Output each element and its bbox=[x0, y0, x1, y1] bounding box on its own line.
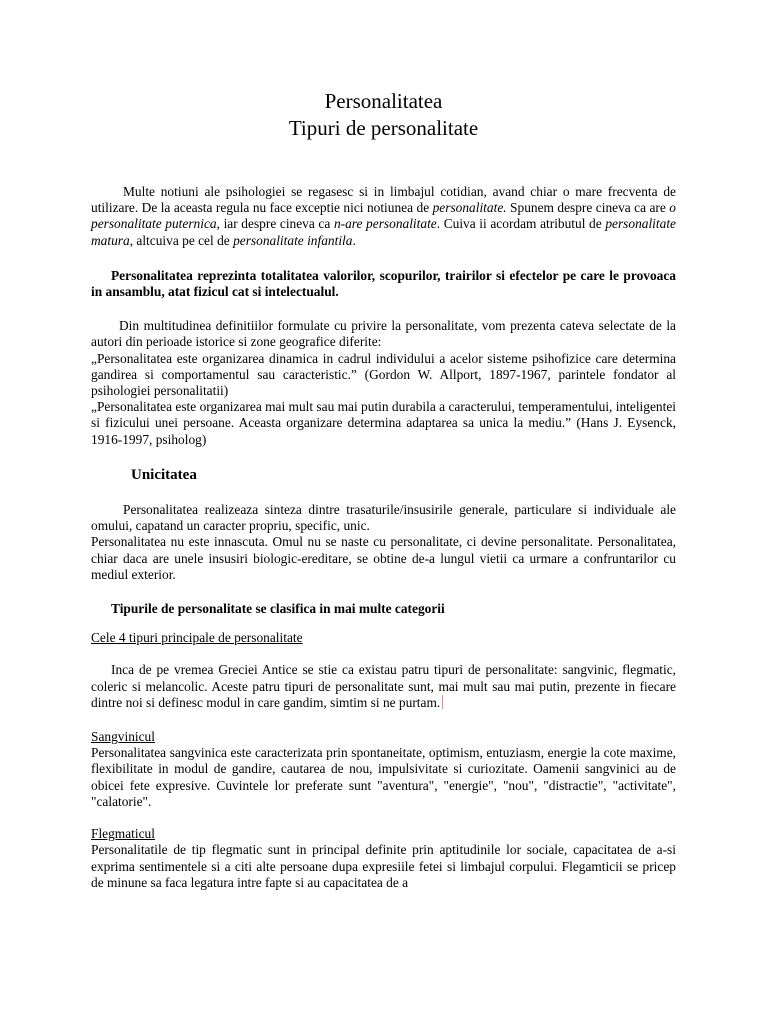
intro-text-4: . Cuiva ii acordam atributul de bbox=[436, 216, 606, 232]
definitions-intro: Din multitudinea definitiilor formulate cu privire la personalitate, vom prezenta cateva selectate de la autori din perioade istorice si zone geografice diferite: bbox=[91, 318, 676, 350]
quote-allport: „Personalitatea este organizarea dinamica in cadrul individului a acelor sisteme psihofizice care determina gandirea si comportamentul sau caracteristic.” (Gordon W. Allport, 1897-1967, parintele fondator al psihologiei personalitatii) bbox=[91, 350, 676, 399]
intro-italic-4: personalitate matura bbox=[91, 216, 676, 248]
document-body bbox=[91, 88, 676, 891]
patru-tipuri-text: Inca de pe vremea Greciei Antice se stie ca existau patru tipuri de personalitate: sangvinic, flegmatic, coleric si melancolic. Aceste patru tipuri de personalitate sunt, mai mult sau mai putin, prezente in fiecare dintre noi si definesc modul in care gandim, simtim si ne purtam. bbox=[91, 662, 676, 710]
unicitatea-paragraph-2: Personalitatea nu este innascuta. Omul nu se naste cu personalitate, ci devine personalitate. Personalitatea, chiar daca are unele insusiri biologic-ereditare, se obtine de-a lungul vietii ca urmare a confruntarilor cu mediul exterior. bbox=[91, 534, 676, 582]
flegmaticul-heading: Flegmaticul bbox=[91, 826, 155, 842]
categorii-heading: Tipurile de personalitate se clasifica in mai multe categorii bbox=[111, 601, 445, 617]
intro-italic-2: o personalitate puternica bbox=[91, 200, 676, 232]
title-line-1: Personalitatea bbox=[324, 89, 443, 113]
flegmaticul-paragraph: Personalitatile de tip flegmatic sunt in principal definite prin aptitudinile lor sociale, capacitatea de a-si exprima sentimentele si a citi alte persoane dupa expresiile fetei si limbajul corpului. Flegamticii se pricep de minune sa faca legatura intre fapte si au capacitatea de a bbox=[91, 842, 676, 890]
patru-tipuri-heading: Cele 4 tipuri principale de personalitate bbox=[91, 630, 303, 646]
patru-tipuri-paragraph bbox=[91, 662, 676, 711]
definition-paragraph: Personalitatea reprezinta totalitatea valorilor, scopurilor, trairilor si efectelor pe care le provoaca in ansamblu, atat fizicul cat si intelectualul. bbox=[91, 267, 676, 300]
intro-italic-3: n-are personalitate bbox=[333, 216, 437, 232]
page-title bbox=[91, 88, 676, 142]
intro-paragraph bbox=[91, 184, 676, 249]
unicitatea-paragraph-1: Personalitatea realizeaza sinteza dintre trasaturile/insusirile generale, particulare si individuale ale omului, capatand un caracter propriu, specific, unic. bbox=[91, 502, 676, 534]
intro-text-6: . bbox=[352, 232, 356, 248]
intro-text-2: Spunem despre cineva ca are bbox=[506, 200, 670, 216]
intro-text-3: , iar despre cineva ca bbox=[216, 216, 334, 232]
intro-text-5: , altcuiva pe cel de bbox=[129, 232, 234, 248]
unicitatea-heading: Unicitatea bbox=[131, 466, 197, 483]
title-line-2: Tipuri de personalitate bbox=[288, 116, 479, 140]
text-cursor bbox=[442, 695, 443, 709]
sangvinicul-heading: Sangvinicul bbox=[91, 729, 155, 745]
intro-text-1: Multe notiuni ale psihologiei se regasesc si in limbajul cotidian, avand chiar o mare frecventa de utilizare. De la aceasta regula nu face exceptie nici notiunea de bbox=[91, 184, 676, 216]
intro-italic-5: personalitate infantila bbox=[233, 232, 353, 248]
sangvinicul-paragraph: Personalitatea sangvinica este caracterizata prin spontaneitate, optimism, entuziasm, energie la cote maxime, flexibilitate in modul de gandire, cautarea de nou, impulsivitate si curiozitate. Oamenii sangvinici au de obicei fete expresive. Cuvintele lor preferate sunt "aventura", "energie", "nou", "distractie", "activitate", "calatorie". bbox=[91, 745, 676, 809]
quote-eysenck: „Personalitatea este organizarea mai mult sau mai putin durabila a caracterului, temperamentului, inteligentei si fizicului unei persoane. Aceasta organizare determina adaptarea sa unica la mediu.” (Hans J. Eysenck, 1916-1997, psiholog) bbox=[91, 399, 676, 447]
intro-italic-1: personalitate. bbox=[432, 200, 507, 216]
